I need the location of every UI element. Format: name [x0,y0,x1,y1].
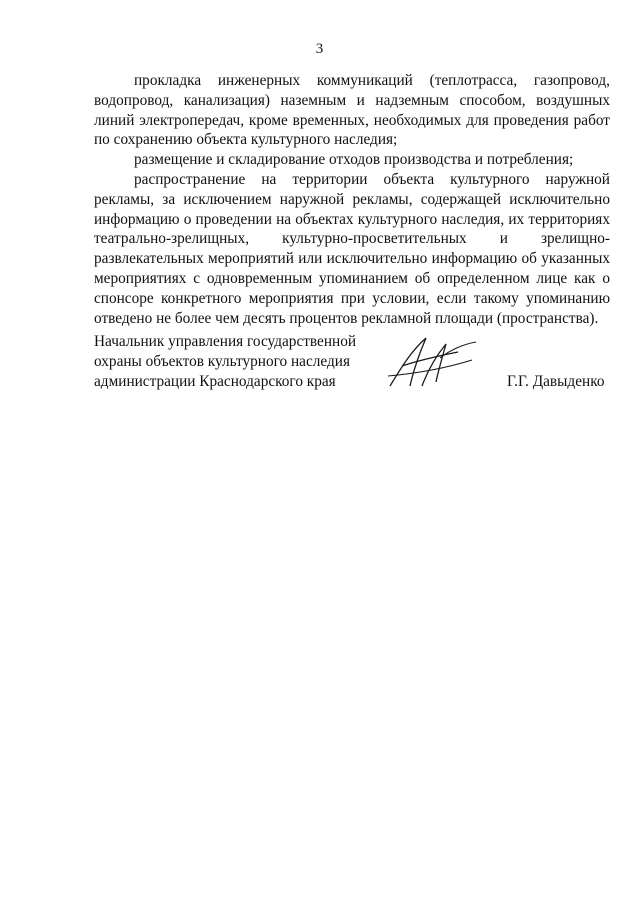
handwritten-signature [380,330,480,394]
paragraph-utilities: прокладка инженерных коммуникаций (теплотрасса, газопровод, водопровод, канализация) наземным и надземным способом, воздушных линий электропередач, кроме временных, необходимых для проведения работ по сохранению объекта культурного наследия; [94,72,610,149]
position-line: Начальник управления государственной [94,333,357,350]
signatory-position [94,332,357,391]
body-text [94,71,610,328]
signatory-name: Г.Г. Давыденко [507,373,605,390]
page-number: 3 [315,41,324,57]
position-line: охраны объектов культурного наследия [94,352,350,370]
paragraph-waste: размещение и складирование отходов производства и потребления; [134,151,574,169]
position-line: администрации Краснодарского края [94,372,336,390]
paragraph-advertising: распространение на территории объекта культурного наружной рекламы, за исключением наружной рекламы, содержащей исключительно информацию о проведении на объектах культурного наследия, их территориях театрально-зрелищных, культурно-просветительных и зрелищно-развлекательных мероприятий или исключительно информацию об указанных мероприятиях с одновременным упоминанием об определенном лице как о спонсоре конкретного мероприятия при условии, если такому упоминанию отведено не более чем десять процентов рекламной площади (пространства). [94,170,610,327]
